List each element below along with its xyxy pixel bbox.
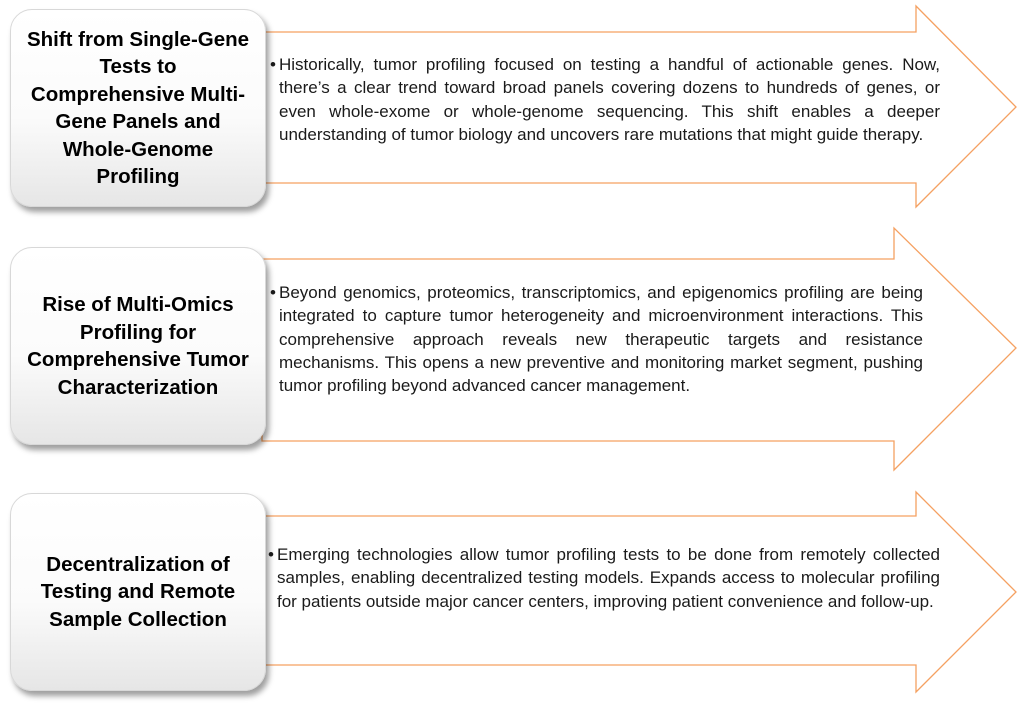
row-1-title-box	[10, 9, 266, 207]
row-2-bullet: •	[270, 283, 276, 302]
row-1-title: Shift from Single-Gene Tests to Comprehensive Multi-Gene Panels and Whole-Genome Profiling	[26, 27, 250, 188]
row-3-description	[268, 543, 940, 613]
row-3-description-text: Emerging technologies allow tumor profiling tests to be done from remotely collected samples, enabling decentralized testing models. Expands access to molecular profiling for patients outside major cancer centers, improving patient convenience and follow-up.	[277, 545, 940, 611]
row-2-description-text: Beyond genomics, proteomics, transcriptomics, and epigenomics profiling are being integrated to capture tumor heterogeneity and microenvironment interactions. This comprehensive approach reveals new therapeutic targets and resistance mechanisms. This opens a new preventive and monitoring market segment, pushing tumor profiling beyond advanced cancer management.	[279, 283, 923, 396]
row-3-title-box	[10, 493, 266, 691]
row-3-title: Decentralization of Testing and Remote Sample Collection	[40, 552, 236, 631]
row-1-description	[270, 53, 940, 146]
row-2-title: Rise of Multi-Omics Profiling for Comprehensive Tumor Characterization	[27, 293, 249, 399]
row-1-description-text: Historically, tumor profiling focused on testing a handful of actionable genes. Now, there’s a clear trend toward broad panels covering dozens to hundreds of genes, or even whole-exome or whole-genome sequencing. This shift enables a deeper understanding of tumor biology and uncovers rare mutations that might guide therapy.	[279, 55, 940, 144]
row-2-description	[270, 281, 923, 397]
row-1-bullet: •	[270, 55, 276, 74]
row-3-bullet: •	[268, 545, 274, 564]
row-2-title-box	[10, 247, 266, 445]
